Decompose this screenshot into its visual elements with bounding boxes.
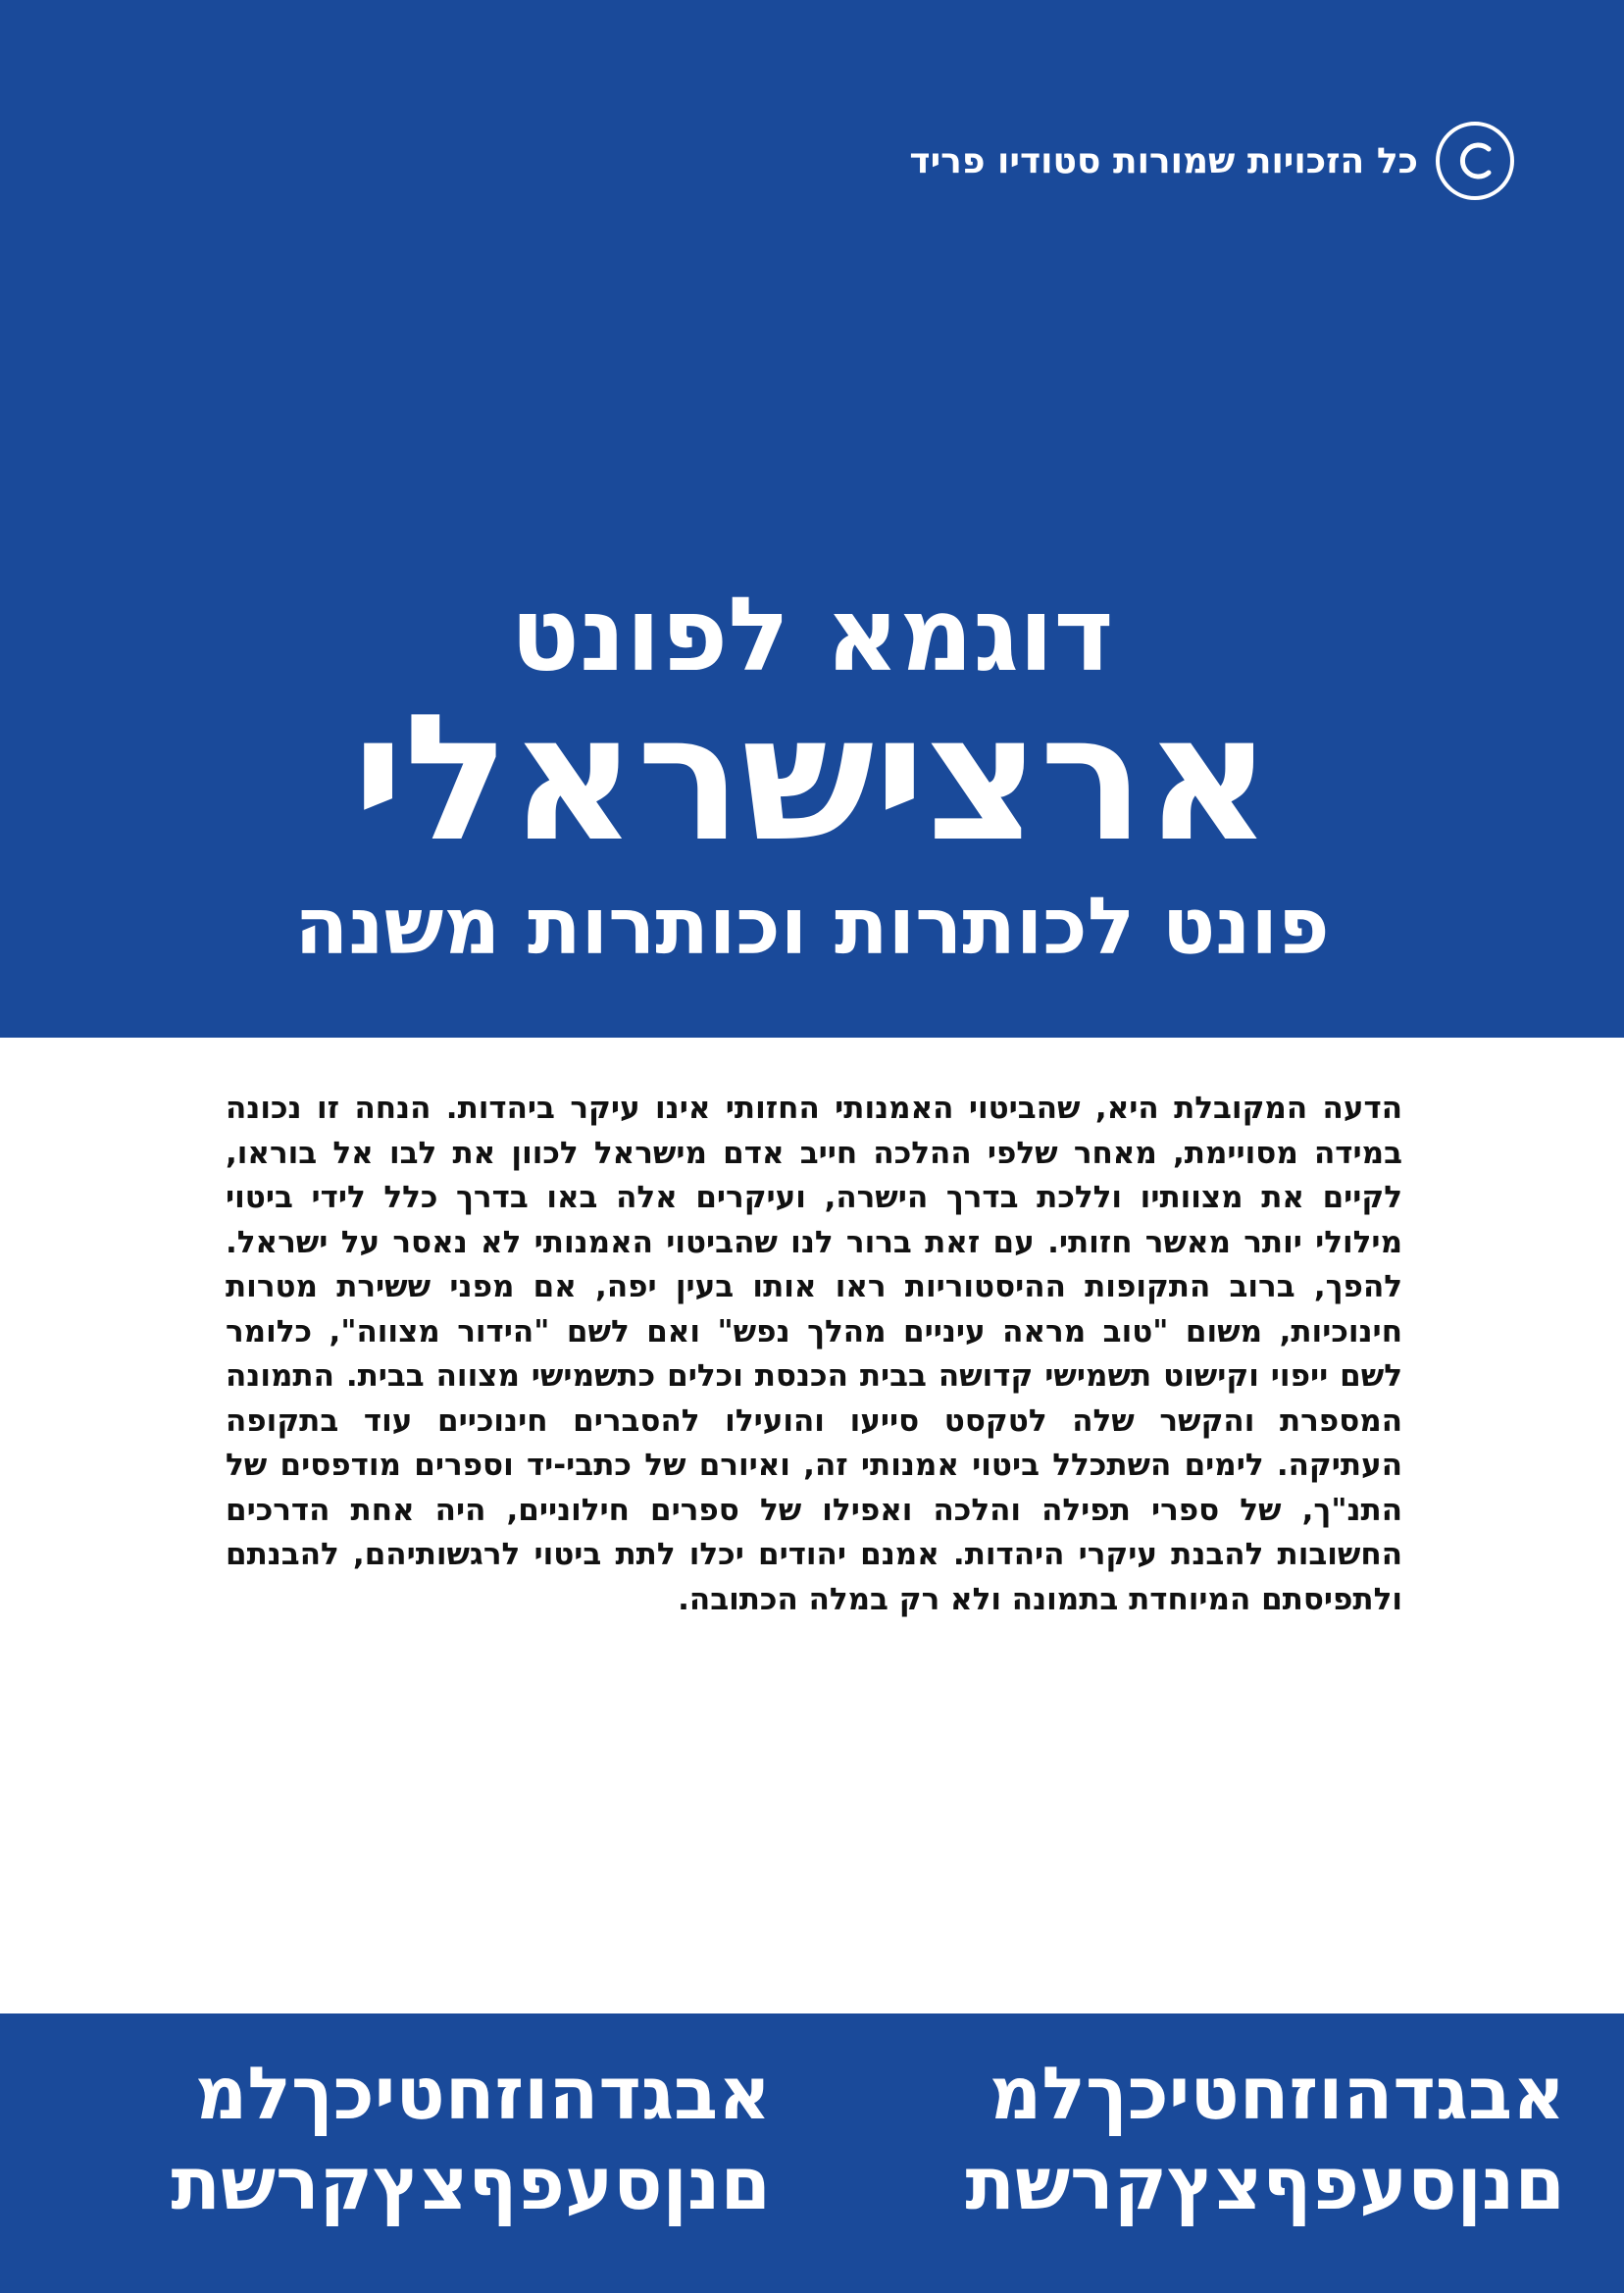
subtitle: פונט לכותרות וכותרות משנה: [294, 881, 1330, 972]
copyright-text: כל הזכויות שמורות סטודיו פריד: [909, 140, 1418, 181]
alphabet-right-line-1: אבגדהוזחטיכךלמ: [989, 2052, 1565, 2136]
title-line-1: דוגמא לפונט: [510, 575, 1114, 694]
copyright-icon: [1434, 120, 1516, 202]
body-paragraph: הדעה המקובלת היא, שהביטוי האמנותי החזותי אינו עיקר ביהדות. הנחה זו נכונה במידה מסויימת, מאחר שלפי ההלכה חייב אדם מישראל לכוון את לבו אל בוראו, לקיים את מצוותיו וללכת בדרך הישרה, ועיקרים אלה באו בדרך כלל לידי ביטוי מילולי יותר מאשר חזותי. עם זאת ברור לנו שהביטוי האמנותי לא נאסר על ישראל. להפך, ברוב התקופות ההיסטוריות ראו אותו בעין יפה, אם מפני ששירת מטרות חינוכיות, משום "טוב מראה עיניים מהלך נפש" ואם לשם "הידור מצווה", כלומר לשם ייפוי וקישוט תשמישי קדושה בבית הכנסת וכלים כתשמישי מצווה בבית. התמונה המספרת והקשר שלה לטקסט סייעו והועילו להסברים חינוכיים עוד בתקופה העתיקה. לימים השתכלל ביטוי אמנותי זה, ואיורם של כתבי-יד וספרים מודפסים של התנ"ך, של ספרי תפילה והלכה ואפילו של ספרים חילוניים, היה אחת הדרכים החשובות להבנת עיקרי היהדות. אמנם יהודים יכלו לתת ביטוי לרגשותיהם, להבנתם ולתפיסתם המיוחדת בתמונה ולא רק במלה הכתובה.: [226, 1091, 1402, 1617]
font-name-title: ארצישראלי: [352, 677, 1272, 880]
alphabet-left-line-2: םנןסעפףצץקרשת: [171, 2142, 771, 2226]
header-panel: [0, 0, 1624, 1038]
alphabet-left-line-1: אבגדהוזחטיכךלמ: [194, 2052, 771, 2136]
alphabet-right-line-2: םנןסעפףצץקרשת: [965, 2142, 1565, 2226]
copyright-notice: [909, 120, 1516, 202]
